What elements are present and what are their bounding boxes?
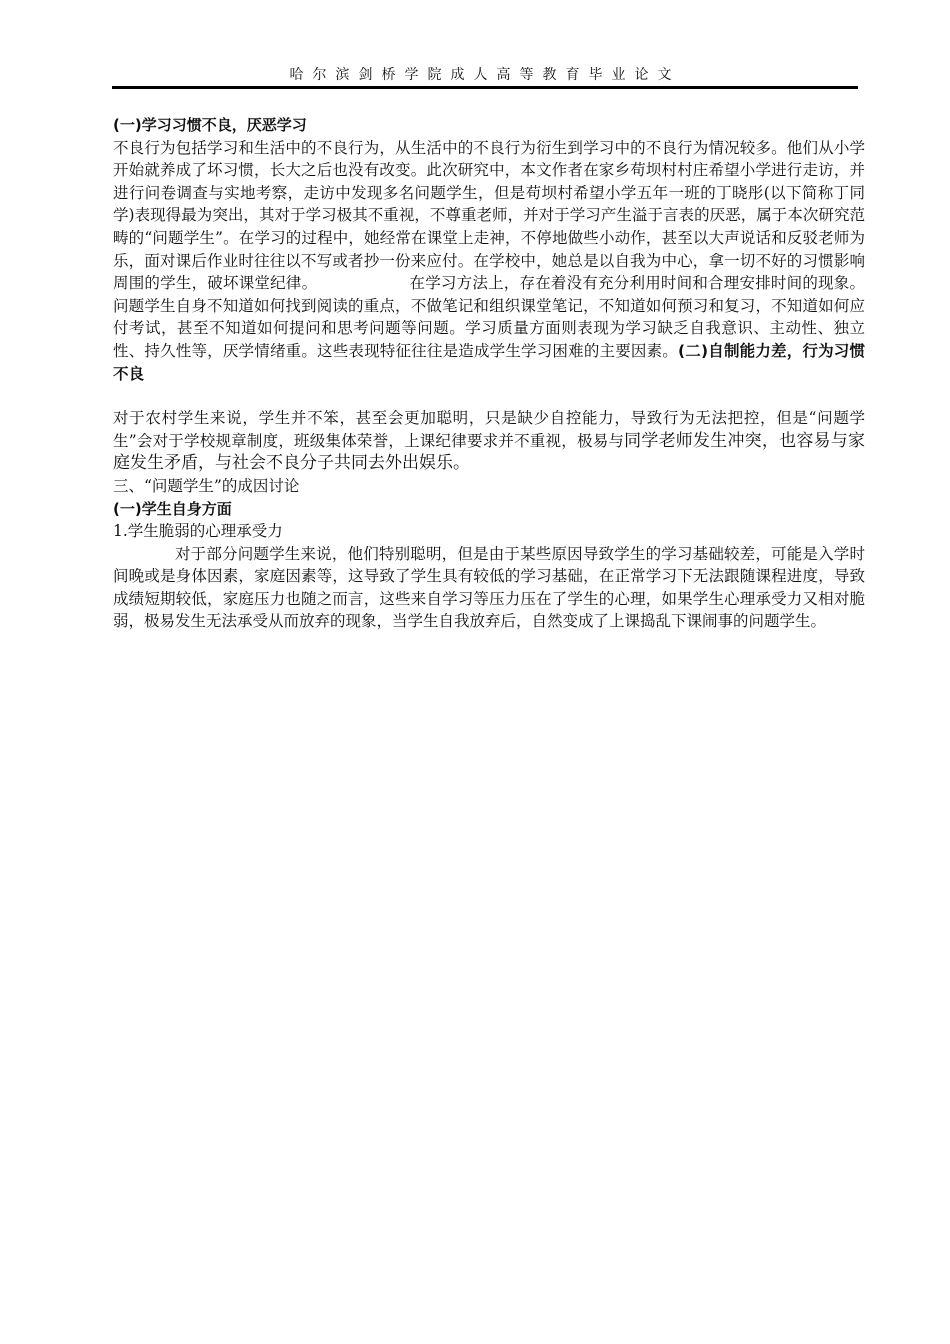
paragraph-self-control-part2: 同学老师发生冲突，也容易与家庭发生矛盾，与社会不良分子共同去外出娱乐。: [113, 430, 865, 474]
header-title: 哈尔滨剑桥学院成人高等教育毕业论文: [289, 67, 681, 83]
paragraph-self-control: [113, 407, 865, 475]
item-title-psychology: 1.学生脆弱的心理承受力: [113, 522, 283, 541]
chapter-heading-causes: 三、“问题学生”的成因讨论: [113, 476, 300, 495]
paragraph-study-habits-part2: 在学习方法上，存在着没有充分利用时间和合理安排时间的现象。问题学生自身不知道如何找到阅读的重点，不做笔记和组织课堂笔记，不知道如何预习和复习，不知道如何应付考试，甚至不知道如何提问和思考问题等问题。学习质量方面则表现为学习缺乏自我意识、主动性、独立性、持久性等，厌学情绪重。这些表现特征往往是造成学生学习困难的主要因素。: [113, 274, 865, 360]
section-heading-self-control: (二)自制能力差，行为习惯不良: [113, 341, 865, 383]
paragraph-study-habits-part1: 不良行为包括学习和生活中的不良行为，从生活中的不良行为衍生到学习中的不良行为情况较多。他们从小学开始就养成了坏习惯，长大之后也没有改变。此次研究中，本文作者在家乡苟坝村村庄希望小学进行走访，并进行问卷调查与实地考察，走访中发现多名问题学生，但是苟坝村希望小学五年一班的丁晓彤(以下简称丁同学)表现得最为突出，其对于学习极其不重视，不尊重老师，并对于学习产生溢于言表的厌恶，属于本次研究范畴的“问题学生”。在学习的过程中，她经常在课堂上走神，不停地做些小动作，甚至以大声说话和反驳老师为乐，面对课后作业时往往以不写或者抄一份来应付。在学校中，她总是以自我为中心，拿一切不好的习惯影响周围的学生，破坏课堂纪律。: [113, 138, 865, 293]
document-body: [113, 114, 865, 633]
paragraph-study-habits: [113, 137, 865, 386]
section-heading-study-habits: (一)学习习惯不良，厌恶学习: [113, 116, 307, 134]
blank-line: [113, 385, 865, 407]
paragraph-self-control-part1: 对于农村学生来说，学生并不笨，甚至会更加聪明，只是缺少自控能力，导致行为无法把控，但是“问题学生”会对于学校规章制度，班级集体荣誉，上课纪律要求并不重视，极易与: [113, 409, 865, 450]
paragraph-psychology: 对于部分问题学生来说，他们特别聪明，但是由于某些原因导致学生的学习基础较差，可能是入学时间晚或是身体因素，家庭因素等，这导致了学生具有较低的学习基础，在正常学习下无法跟随课程进度，导致成绩短期较低，家庭压力也随之而言，这些来自学习等压力压在了学生的心理，如果学生心理承受力又相对脆弱，极易发生无法承受从而放弃的现象，当学生自我放弃后，自然变成了上课捣乱下课闹事的问题学生。: [113, 544, 865, 631]
page-header: [112, 64, 858, 89]
section-heading-student-self: (一)学生自身方面: [113, 499, 232, 518]
